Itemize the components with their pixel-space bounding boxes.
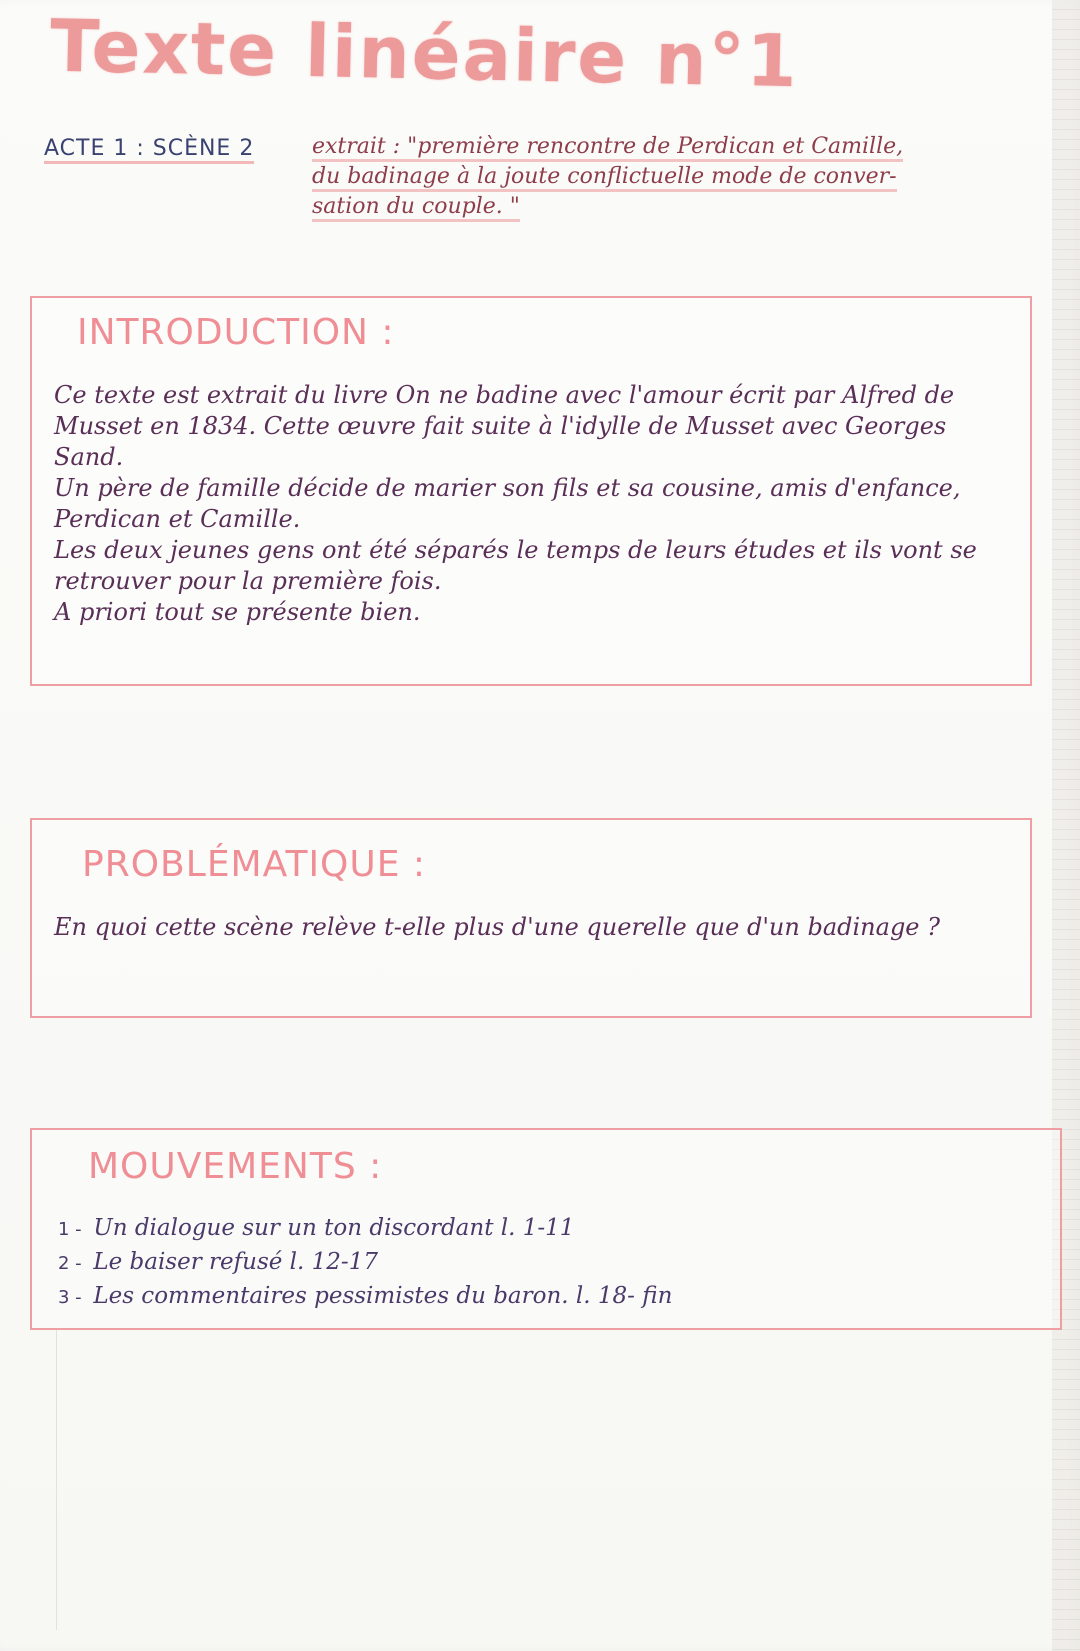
introduction-paragraph: A priori tout se présente bien. (54, 598, 421, 626)
extract-description (312, 132, 1032, 222)
mouvements-title: MOUVEMENTS : (88, 1146, 383, 1187)
mouvement-text: Le baiser refusé l. 12-17 (93, 1249, 378, 1275)
problematique-box (30, 818, 1032, 1018)
mouvement-item (58, 1280, 1018, 1314)
introduction-box (30, 296, 1032, 686)
mouvements-box (30, 1128, 1062, 1330)
mouvement-item (58, 1246, 1018, 1280)
mouvement-item (58, 1212, 1018, 1246)
mouvement-number: 2 - (58, 1253, 82, 1274)
page-edge (1052, 0, 1080, 1651)
extract-line-3: sation du couple. " (312, 194, 520, 222)
problematique-text (54, 912, 954, 943)
introduction-paragraph: Ce texte est extrait du livre On ne badine avec l'amour écrit par Alfred de Musset en 1834. Cette œuvre fait suite à l'idylle de Musset avec Georges Sand. (54, 381, 955, 471)
margin-line (56, 1330, 57, 1630)
act-scene-heading (44, 136, 254, 161)
introduction-text (54, 380, 1004, 628)
introduction-paragraph: Les deux jeunes gens ont été séparés le temps de leurs études et ils vont se retrouver pour la première fois. (54, 536, 977, 595)
act-scene-label: ACTE 1 : SCÈNE 2 (44, 136, 254, 164)
introduction-paragraph: Un père de famille décide de marier son fils et sa cousine, amis d'enfance, Perdican et Camille. (54, 474, 961, 533)
mouvement-text: Les commentaires pessimistes du baron. l. 18- fin (93, 1283, 673, 1309)
introduction-title: INTRODUCTION : (77, 312, 395, 353)
page-title: Texte linéaire n°1 (49, 3, 800, 104)
mouvements-list (58, 1212, 1018, 1314)
problematique-question: En quoi cette scène relève t-elle plus d'une querelle que d'un badinage ? (54, 913, 941, 941)
extract-line-2: du badinage à la joute conflictuelle mode de conver- (312, 164, 897, 192)
mouvement-number: 3 - (58, 1287, 82, 1308)
mouvement-number: 1 - (58, 1219, 82, 1240)
mouvement-text: Un dialogue sur un ton discordant l. 1-11 (93, 1215, 575, 1241)
problematique-title: PROBLÉMATIQUE : (82, 844, 427, 885)
extract-line-1: extrait : "première rencontre de Perdican et Camille, (312, 134, 903, 162)
